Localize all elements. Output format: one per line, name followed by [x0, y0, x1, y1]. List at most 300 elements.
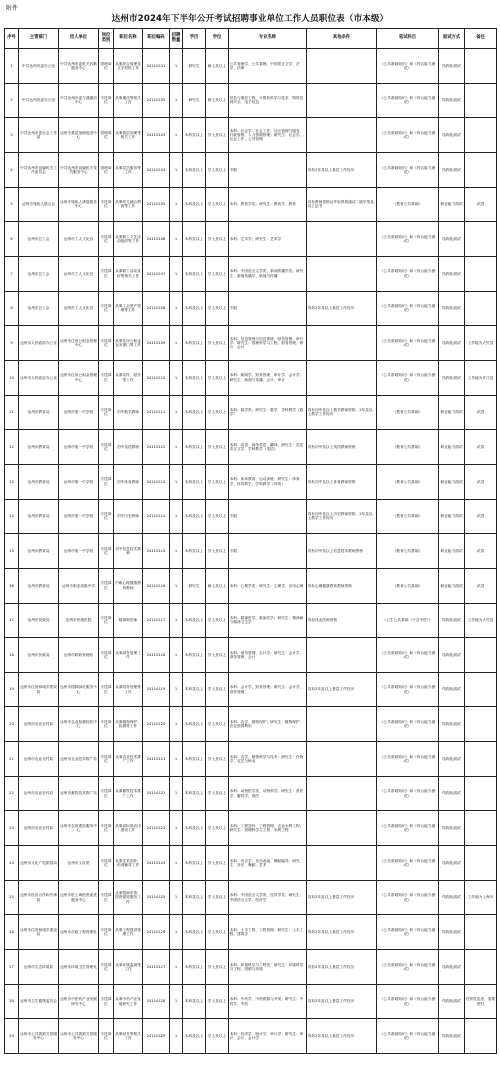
table-cell: 达州市总工会 — [19, 222, 59, 257]
table-cell: 达州市文化馆 — [59, 846, 99, 881]
table-cell: 本科：信息管理与信息系统、财务管理、审计学；研究生：管理科学与工程、财务管理、审计、会计 — [229, 326, 307, 361]
table-cell: 达州市工人文化宫 — [59, 222, 99, 257]
table-cell: 本科：社会学、社会工作、社区管理与服务、行政管理、人力资源管理；研究生：社会学、社会工作、公共管理 — [229, 118, 307, 153]
table-cell: 结构化面试 — [439, 880, 465, 915]
table-cell: 达州市教育局 — [19, 568, 59, 603]
table-cell: 初中英语教师 — [114, 430, 143, 465]
table-cell — [465, 672, 497, 707]
table-cell: 29 — [5, 1019, 19, 1054]
table-cell: 工作地为上海市 — [465, 880, 497, 915]
table-cell: 24110127 — [143, 950, 170, 985]
table-cell: 学士及以上 — [206, 915, 229, 950]
table-cell: 结构化面试 — [439, 152, 465, 187]
table-cell — [307, 811, 377, 846]
table-cell — [465, 707, 497, 742]
table-cell: 本科：财务管理、会计学；研究生：会计学、财务管理、会计 — [229, 638, 307, 673]
table-cell: 专技岗位 — [99, 638, 114, 673]
table-cell: 达州市第一中学校 — [59, 395, 99, 430]
table-cell: 结构化面试 — [439, 915, 465, 950]
table-cell: 初中体育教师 — [114, 464, 143, 499]
table-cell: 24110117 — [143, 603, 170, 638]
table-cell: 24110102 — [143, 83, 170, 118]
table-cell — [307, 256, 377, 291]
table-cell: 从事住房公积金业务窗口等工作 — [114, 326, 143, 361]
table-cell: 1 — [170, 707, 183, 742]
table-cell: 24110107 — [143, 256, 170, 291]
table-row — [5, 638, 497, 673]
table-cell: 结构化面试 — [439, 360, 465, 395]
table-cell: 试讲 — [465, 464, 497, 499]
table-cell: 1 — [170, 187, 183, 222]
table-cell: 硕士及以上 — [206, 568, 229, 603]
table-cell: 专技岗位 — [99, 846, 114, 881]
table-cell: 结构化面试 — [439, 776, 465, 811]
table-cell — [465, 118, 497, 153]
table-cell: 学士及以上 — [206, 984, 229, 1019]
table-cell: 具有心理健康教育教师资格 — [307, 568, 377, 603]
table-cell: 12 — [5, 430, 19, 465]
table-cell — [465, 742, 497, 777]
table-cell: 达州市第一中学校 — [59, 430, 99, 465]
table-cell: 中职心理健康教育教师 — [114, 568, 143, 603]
table-cell: 专技岗位 — [99, 464, 114, 499]
table-cell: 达州市第一中学校 — [59, 464, 99, 499]
table-cell: 1 — [170, 950, 183, 985]
table-cell: 学士及以上 — [206, 395, 229, 430]
table-cell: 达州市农业检测检验中心 — [59, 707, 99, 742]
table-cell: 18 — [5, 638, 19, 673]
table-cell: 《教育公共基础》 — [377, 464, 439, 499]
table-cell: 达州市公共资源交易服务中心 — [19, 1019, 59, 1054]
table-cell: 初中信息技术教师 — [114, 534, 143, 569]
table-cell: 《公共基础知识》和《综合能力测试》 — [377, 846, 439, 881]
table-cell: 结构化面试 — [439, 707, 465, 742]
table-cell: 从事畜牧技术推广工作 — [114, 776, 143, 811]
table-cell — [307, 360, 377, 395]
table-cell: 专技岗位 — [99, 83, 114, 118]
table-cell: 27 — [5, 950, 19, 985]
table-cell: 本科：音乐学、音乐表演、舞蹈编导；研究生：音乐、舞蹈、艺术 — [229, 846, 307, 881]
table-row — [5, 430, 497, 465]
table-cell: 1 — [170, 846, 183, 881]
table-row — [5, 707, 497, 742]
table-cell — [307, 326, 377, 361]
table-cell: 具有执业医师资格 — [307, 603, 377, 638]
table-cell: 本科及以上 — [183, 360, 206, 395]
table-cell: 本科：精神医学、临床医学；研究生：精神病与精神卫生学 — [229, 603, 307, 638]
table-cell: 本科：土木工程、工程管理；研究生：土木工程、建筑学 — [229, 915, 307, 950]
table-cell: 1 — [170, 360, 183, 395]
table-cell: 《公共基础知识》和《综合能力测试》 — [377, 326, 439, 361]
table-cell: 职业能力面试 — [439, 187, 465, 222]
table-cell: 具有2年及以上基层工作经历 — [307, 880, 377, 915]
table-cell: 《教育公共基础》 — [377, 499, 439, 534]
table-cell: 《公共基础知识》和《综合能力测试》 — [377, 811, 439, 846]
table-cell: 具有初中及以上历史教师资格，2年及以上教学工作经历 — [307, 499, 377, 534]
table-cell: 专技岗位 — [99, 430, 114, 465]
table-row — [5, 880, 497, 915]
table-cell: 工作地为大竹县 — [465, 603, 497, 638]
table-cell: 从事幼儿融合教育等工作 — [114, 187, 143, 222]
table-cell: 从事农业技术推广工作 — [114, 742, 143, 777]
table-cell: 学士及以上 — [206, 638, 229, 673]
table-cell: 24110112 — [143, 430, 170, 465]
table-cell: 1 — [170, 603, 183, 638]
table-body — [5, 49, 497, 1054]
table-cell: 达州市第一中学校 — [59, 499, 99, 534]
table-cell: 本科：心理学类；研究生：心理学、应用心理 — [229, 568, 307, 603]
table-cell: 1 — [170, 152, 183, 187]
table-row — [5, 1019, 497, 1054]
table-cell — [307, 83, 377, 118]
table-cell: 8 — [5, 291, 19, 326]
table-row — [5, 984, 497, 1019]
table-cell: 达州市经济合作和外事局 — [19, 880, 59, 915]
table-cell: 本科及以上 — [183, 430, 206, 465]
table-cell: 管理岗位 — [99, 152, 114, 187]
table-cell: 1 — [170, 638, 183, 673]
table-cell: 达州市农业农村局 — [19, 707, 59, 742]
table-cell: 专技岗位 — [99, 534, 114, 569]
table-cell: 1 — [170, 811, 183, 846]
table-cell — [465, 1019, 497, 1054]
table-cell: 达州市民政局 — [19, 638, 59, 673]
table-cell: 从事环境监测等工作 — [114, 950, 143, 985]
table-cell: 工作地为开江县 — [465, 360, 497, 395]
table-row — [5, 83, 497, 118]
table-cell: 1 — [5, 49, 19, 84]
table-cell: 达州市中医药产业发展研究中心 — [59, 984, 99, 1019]
table-row — [5, 846, 497, 881]
table-cell: 中共达州市委办公室 — [19, 83, 59, 118]
table-cell — [307, 222, 377, 257]
table-cell: 达州市市政工程管理处 — [59, 915, 99, 950]
table-cell: 25 — [5, 880, 19, 915]
table-cell: 1 — [170, 222, 183, 257]
column-header: 笔试科目 — [377, 29, 439, 49]
table-cell — [465, 291, 497, 326]
table-cell: 专技岗位 — [99, 360, 114, 395]
table-cell: 专技岗位 — [99, 291, 114, 326]
table-cell: 研究生 — [183, 83, 206, 118]
table-cell: 本科：艺术学；研究生：艺术学 — [229, 222, 307, 257]
table-cell: 本科：经济学、统计学、审计学；研究生：审计、会计、会计学 — [229, 1019, 307, 1054]
table-cell: 从事宣传、财务等工作 — [114, 360, 143, 395]
table-cell: 学士及以上 — [206, 430, 229, 465]
table-cell: 本科及以上 — [183, 603, 206, 638]
table-cell: 14 — [5, 499, 19, 534]
table-cell: 1 — [170, 118, 183, 153]
table-cell: 24110101 — [143, 49, 170, 84]
table-cell: 学士及以上 — [206, 464, 229, 499]
table-cell: 结构化面试 — [439, 603, 465, 638]
table-cell: 《公共基础知识》和《综合能力测试》 — [377, 984, 439, 1019]
table-cell — [465, 950, 497, 985]
table-cell: 职业能力面试 — [439, 499, 465, 534]
table-cell: 本科及以上 — [183, 395, 206, 430]
table-cell: 中共达州市委与通通信中心 — [59, 83, 99, 118]
table-cell: 学士及以上 — [206, 360, 229, 395]
table-cell: 《公共基础知识》和《综合能力测试》 — [377, 49, 439, 84]
table-cell: 具有2年及以上基层工作经历 — [307, 672, 377, 707]
table-cell: 本科：中国语言文学类、新闻传播学类；研究生：新闻传播学、新闻与传播 — [229, 256, 307, 291]
table-cell: 从事植物保护、检测等工作 — [114, 707, 143, 742]
table-cell: 专技岗位 — [99, 742, 114, 777]
table-cell: 达州市教育局 — [19, 430, 59, 465]
table-cell: 具有初中及以上信息技术教师资格 — [307, 534, 377, 569]
table-cell: 达州市残疾人联合会 — [19, 187, 59, 222]
table-cell: 《教育公共基础》 — [377, 430, 439, 465]
table-cell — [307, 846, 377, 881]
table-cell: 《公共基础知识》和《综合能力测试》 — [377, 222, 439, 257]
table-cell: 专技岗位 — [99, 222, 114, 257]
table-cell: 达州市农业农村局 — [19, 811, 59, 846]
table-cell: 达州市住房公积金管理中心 — [59, 326, 99, 361]
table-cell: 本科及以上 — [183, 118, 206, 153]
table-cell: 达州市教育局 — [19, 499, 59, 534]
table-cell: 《公共基础知识》和《综合能力测试》 — [377, 152, 439, 187]
table-cell: 研究生 — [183, 568, 206, 603]
table-cell: 1 — [170, 430, 183, 465]
table-cell — [465, 915, 497, 950]
table-cell: 《卫生公共基础（不含中医）》 — [377, 603, 439, 638]
table-cell — [307, 742, 377, 777]
table-row — [5, 568, 497, 603]
table-cell: 硕士及以上 — [206, 49, 229, 84]
table-cell: 结构化面试 — [439, 291, 465, 326]
table-cell: 21 — [5, 742, 19, 777]
table-cell: 达州市总工会 — [19, 291, 59, 326]
table-cell: 具有2年及以上基层工作经历 — [307, 152, 377, 187]
table-cell: 1 — [170, 291, 183, 326]
table-header-row — [5, 29, 497, 49]
table-cell: 11 — [5, 395, 19, 430]
table-cell: 《公共基础知识》和《综合能力测试》 — [377, 291, 439, 326]
table-cell: 结构化面试 — [439, 118, 465, 153]
table-cell: 《公共基础知识》和《综合能力测试》 — [377, 915, 439, 950]
table-cell: 1 — [170, 915, 183, 950]
table-cell — [465, 256, 497, 291]
table-cell: 学士及以上 — [206, 256, 229, 291]
table-cell: 结构化面试 — [439, 1019, 465, 1054]
table-cell: 具有教师资格证并取得普通话二级甲等及以上证书 — [307, 187, 377, 222]
table-cell: 学士及以上 — [206, 222, 229, 257]
table-cell: 具有初中及以上数学教师资格，2年及以上教学工作经历 — [307, 395, 377, 430]
table-cell: 28 — [5, 984, 19, 1019]
table-cell: 从事基层治理等相关工作 — [114, 118, 143, 153]
table-cell: 试讲 — [465, 568, 497, 603]
table-cell: 《公共基础知识》和《综合能力测试》 — [377, 707, 439, 742]
column-header: 职位名称 — [114, 29, 143, 49]
table-cell: 从事招商引资、投资促进服务工作 — [114, 880, 143, 915]
table-cell: 试讲 — [465, 395, 497, 430]
table-cell: 20 — [5, 707, 19, 742]
table-cell: 达州市农业农村局 — [19, 742, 59, 777]
table-cell: 结构化面试 — [439, 950, 465, 985]
table-cell: 专技岗位 — [99, 395, 114, 430]
table-cell: 24110124 — [143, 846, 170, 881]
table-cell: 结构化面试 — [439, 222, 465, 257]
table-cell: 本科及以上 — [183, 1019, 206, 1054]
table-cell: 职业能力面试 — [439, 395, 465, 430]
table-cell: 学士及以上 — [206, 534, 229, 569]
table-cell: 《公共基础知识》和《综合能力测试》 — [377, 360, 439, 395]
table-cell: 初中数学教师 — [114, 395, 143, 430]
table-cell: 达州市救助管理站 — [59, 638, 99, 673]
table-cell: 具有2年及以上基层工作经历 — [307, 915, 377, 950]
table-cell: 9 — [5, 326, 19, 361]
table-cell: 24110118 — [143, 638, 170, 673]
table-cell: 从事综合管理及文字材料工作 — [114, 49, 143, 84]
table-cell: 专技岗位 — [99, 984, 114, 1019]
table-cell: 达州市教育局 — [19, 534, 59, 569]
table-cell: 达州市民政局 — [19, 603, 59, 638]
table-cell: 结构化面试 — [439, 638, 465, 673]
table-cell: 3 — [5, 118, 19, 153]
table-cell: 本科及以上 — [183, 152, 206, 187]
table-cell: 硕士及以上 — [206, 83, 229, 118]
attachment-label: 附件 — [6, 5, 19, 12]
column-header: 专业名称 — [229, 29, 307, 49]
table-cell — [307, 118, 377, 153]
table-cell: 专技岗位 — [99, 776, 114, 811]
table-cell: 达州市民康医院 — [59, 603, 99, 638]
table-cell: 达州市卫生健康委员会 — [19, 984, 59, 1019]
table-cell: 工作地为大竹县 — [465, 326, 497, 361]
table-cell: 学士及以上 — [206, 846, 229, 881]
table-cell: 达州市工人文化宫 — [59, 256, 99, 291]
table-cell: 达州市残疾人康复服务中心 — [59, 187, 99, 222]
table-cell: 《教育公共基础》 — [377, 568, 439, 603]
table-cell: 达州市驻上海投资促进服务中心 — [59, 880, 99, 915]
table-row — [5, 499, 497, 534]
table-cell: 13 — [5, 464, 19, 499]
table-cell: 学士及以上 — [206, 499, 229, 534]
table-cell: 经常性出差，需要驻村 — [465, 984, 497, 1019]
table-cell: 结构化面试 — [439, 83, 465, 118]
table-cell: 结构化面试 — [439, 256, 465, 291]
table-cell: 专技岗位 — [99, 950, 114, 985]
table-cell: 结构化面试 — [439, 984, 465, 1019]
table-cell: 达州市园林绿化服务中心 — [59, 672, 99, 707]
table-cell: 1 — [170, 672, 183, 707]
table-cell: 26 — [5, 915, 19, 950]
table-cell: 专技岗位 — [99, 707, 114, 742]
table-cell: 本科及以上 — [183, 672, 206, 707]
table-row — [5, 152, 497, 187]
table-cell: 23 — [5, 811, 19, 846]
table-cell: 1 — [170, 776, 183, 811]
table-cell: 本科：新闻学、财务管理、审计学、会计学；研究生：新闻与传播、会计、审计 — [229, 360, 307, 395]
table-cell: 16 — [5, 568, 19, 603]
table-cell: 24110113 — [143, 464, 170, 499]
table-cell: 《教育公共基础》 — [377, 187, 439, 222]
table-cell: 《公共基础知识》和《综合能力测试》 — [377, 880, 439, 915]
table-cell: 达州市教育局 — [19, 395, 59, 430]
table-cell — [465, 152, 497, 187]
table-row — [5, 291, 497, 326]
table-cell: 1 — [170, 499, 183, 534]
table-row — [5, 222, 497, 257]
table-cell: 1 — [170, 326, 183, 361]
column-header: 岗位类别 — [99, 29, 114, 49]
table-cell: 从事财务管理等工作 — [114, 672, 143, 707]
table-cell: 本科及以上 — [183, 846, 206, 881]
page-title: 达州市2024年下半年公开考试招聘事业单位工作人员职位表（市本级） — [111, 14, 389, 24]
table-row — [5, 915, 497, 950]
table-cell: 达州市基层治理促进中心 — [59, 118, 99, 153]
table-cell: 试讲 — [465, 187, 497, 222]
table-cell: 学士及以上 — [206, 603, 229, 638]
table-cell: 结构化面试 — [439, 49, 465, 84]
table-row — [5, 256, 497, 291]
table-cell: 《教育公共基础》 — [377, 395, 439, 430]
table-cell: 《公共基础知识》和《综合能力测试》 — [377, 118, 439, 153]
column-header: 序号 — [5, 29, 19, 49]
table-cell: 达州市教育局 — [19, 464, 59, 499]
table-cell: 达州市住房和城乡建设局 — [19, 915, 59, 950]
table-cell: 本科：中国语言文学类、经济学类；研究生：中国语言文学、经济学 — [229, 880, 307, 915]
table-cell: 具有2年及以上基层工作经历 — [307, 291, 377, 326]
column-header: 学位 — [206, 29, 229, 49]
table-cell: 不限 — [229, 152, 307, 187]
table-cell: 具有初中及以上体育教师资格 — [307, 464, 377, 499]
table-cell: 24110110 — [143, 360, 170, 395]
table-cell: 达州市农业技术推广站 — [59, 742, 99, 777]
table-cell: 结构化面试 — [439, 811, 465, 846]
table-cell: 研究生 — [183, 49, 206, 84]
table-cell: 从事艺术创作、培训辅导工作 — [114, 846, 143, 881]
table-cell: 19 — [5, 672, 19, 707]
table-cell: 本科及以上 — [183, 499, 206, 534]
table-cell: 1 — [170, 880, 183, 915]
table-cell — [465, 49, 497, 84]
table-cell: 《教育公共基础》 — [377, 534, 439, 569]
table-cell: 本科：农学、植物科学与技术；研究生：作物学、农艺与种业 — [229, 742, 307, 777]
table-cell: 信息与通信工程、计算机科学与技术、网络空间安全、电子信息 — [229, 83, 307, 118]
table-cell: 达州市农业农村局 — [19, 776, 59, 811]
table-cell: 学士及以上 — [206, 152, 229, 187]
table-cell: 达州市人民政府办公室 — [19, 360, 59, 395]
table-cell: 学士及以上 — [206, 1019, 229, 1054]
table-cell: 本科及以上 — [183, 638, 206, 673]
table-row — [5, 360, 497, 395]
table-cell: 不限 — [229, 499, 307, 534]
table-cell: 专技岗位 — [99, 1019, 114, 1054]
table-cell: 本科及以上 — [183, 742, 206, 777]
table-cell: 达州市住房和城乡建设局 — [19, 672, 59, 707]
table-cell: 24110109 — [143, 326, 170, 361]
table-cell: 达州市生态环境局 — [19, 950, 59, 985]
table-cell: 学士及以上 — [206, 811, 229, 846]
table-cell: 结构化面试 — [439, 742, 465, 777]
table-cell: 4 — [5, 152, 19, 187]
table-cell: 初中历史教师 — [114, 499, 143, 534]
table-cell: 24110120 — [143, 707, 170, 742]
table-cell: 学士及以上 — [206, 291, 229, 326]
table-cell — [465, 811, 497, 846]
table-cell: 《公共基础知识》和《综合能力测试》 — [377, 742, 439, 777]
table-row — [5, 776, 497, 811]
table-cell — [307, 49, 377, 84]
table-cell: 24110122 — [143, 776, 170, 811]
table-cell — [465, 222, 497, 257]
table-cell: 达州市环境卫生管理处 — [59, 950, 99, 985]
table-cell: 24110114 — [143, 499, 170, 534]
table-cell: 本科：环境科学与工程类；研究生：环境科学与工程、资源与环境 — [229, 950, 307, 985]
table-cell: 专技岗位 — [99, 256, 114, 291]
table-cell: 1 — [170, 984, 183, 1019]
